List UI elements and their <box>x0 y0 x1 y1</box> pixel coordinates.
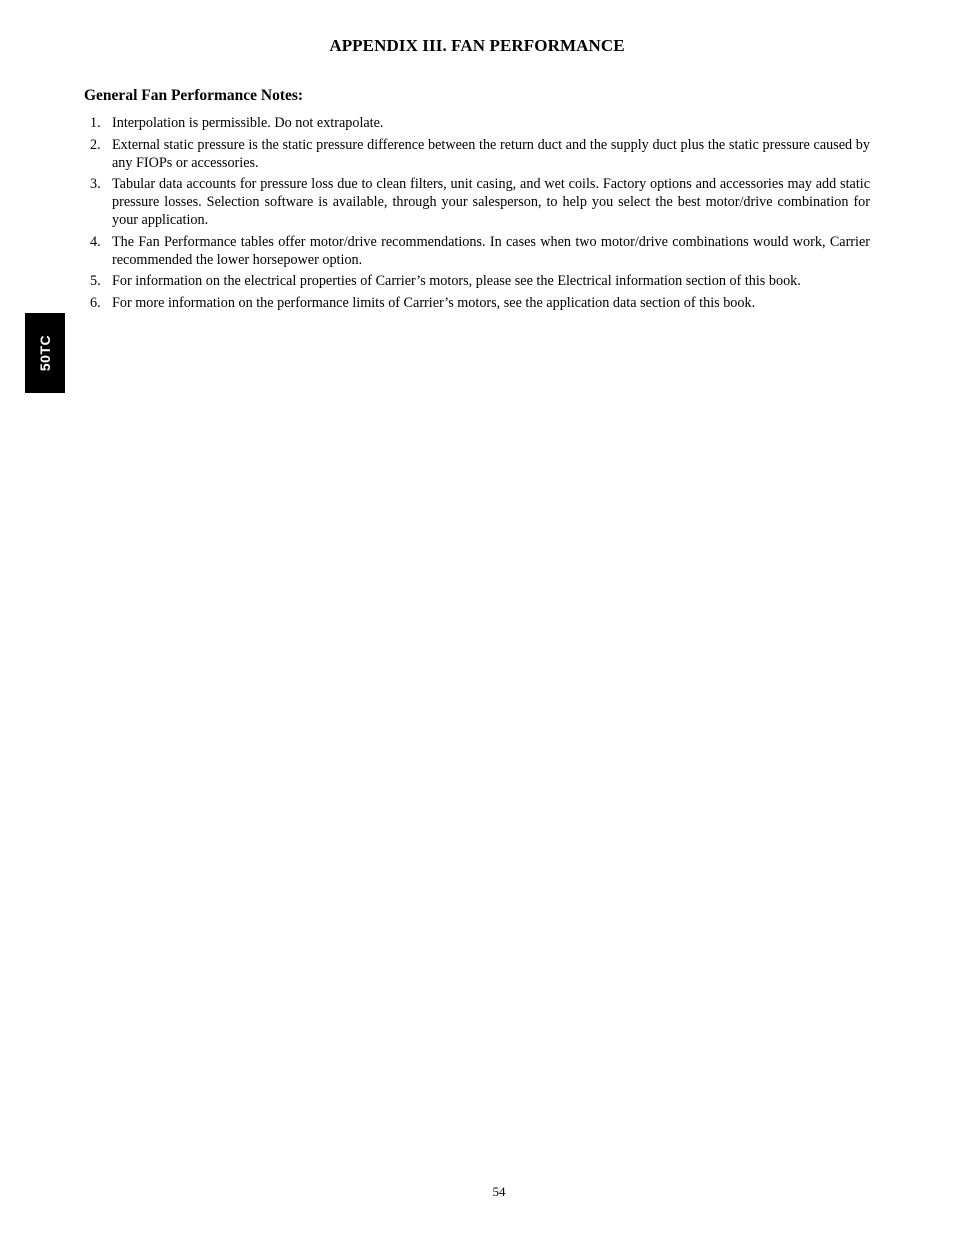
note-number: 6. <box>90 294 101 311</box>
page-title: APPENDIX III. FAN PERFORMANCE <box>329 36 625 55</box>
note-number: 1. <box>90 115 101 131</box>
note-number: 5. <box>90 273 101 289</box>
side-tab-label: 50TC <box>36 334 53 372</box>
notes-list <box>90 114 870 315</box>
side-tab <box>25 313 65 393</box>
page-number: 54 <box>492 1184 506 1199</box>
note-item-6 <box>90 294 870 312</box>
note-text: The Fan Performance tables offer motor/drive recommendations. In cases when two motor/drive combinations would work, Carrier recommended the lower horsepower option. <box>112 233 870 268</box>
note-item-5 <box>90 272 870 290</box>
note-number: 4. <box>90 233 101 250</box>
note-item-4 <box>90 233 870 269</box>
note-text: External static pressure is the static pressure difference between the return duct and the supply duct plus the static pressure caused by any FIOPs or accessories. <box>112 136 870 171</box>
note-text: Tabular data accounts for pressure loss due to clean filters, unit casing, and wet coils. Factory options and accessories may add static pressure losses. Selection software is available, through your salesperson, to help you select the best motor/drive combination for your application. <box>112 176 870 228</box>
note-item-3 <box>90 175 870 229</box>
note-text: For information on the electrical properties of Carrier’s motors, please see the Electrical information section of this book. <box>112 273 801 289</box>
note-number: 3. <box>90 176 101 192</box>
note-item-1 <box>90 114 870 132</box>
section-heading: General Fan Performance Notes: <box>84 87 304 104</box>
note-text: Interpolation is permissible. Do not extrapolate. <box>112 115 384 131</box>
note-item-2 <box>90 136 870 172</box>
note-text: For more information on the performance limits of Carrier’s motors, see the application data section of this book. <box>112 294 756 311</box>
note-number: 2. <box>90 136 101 153</box>
